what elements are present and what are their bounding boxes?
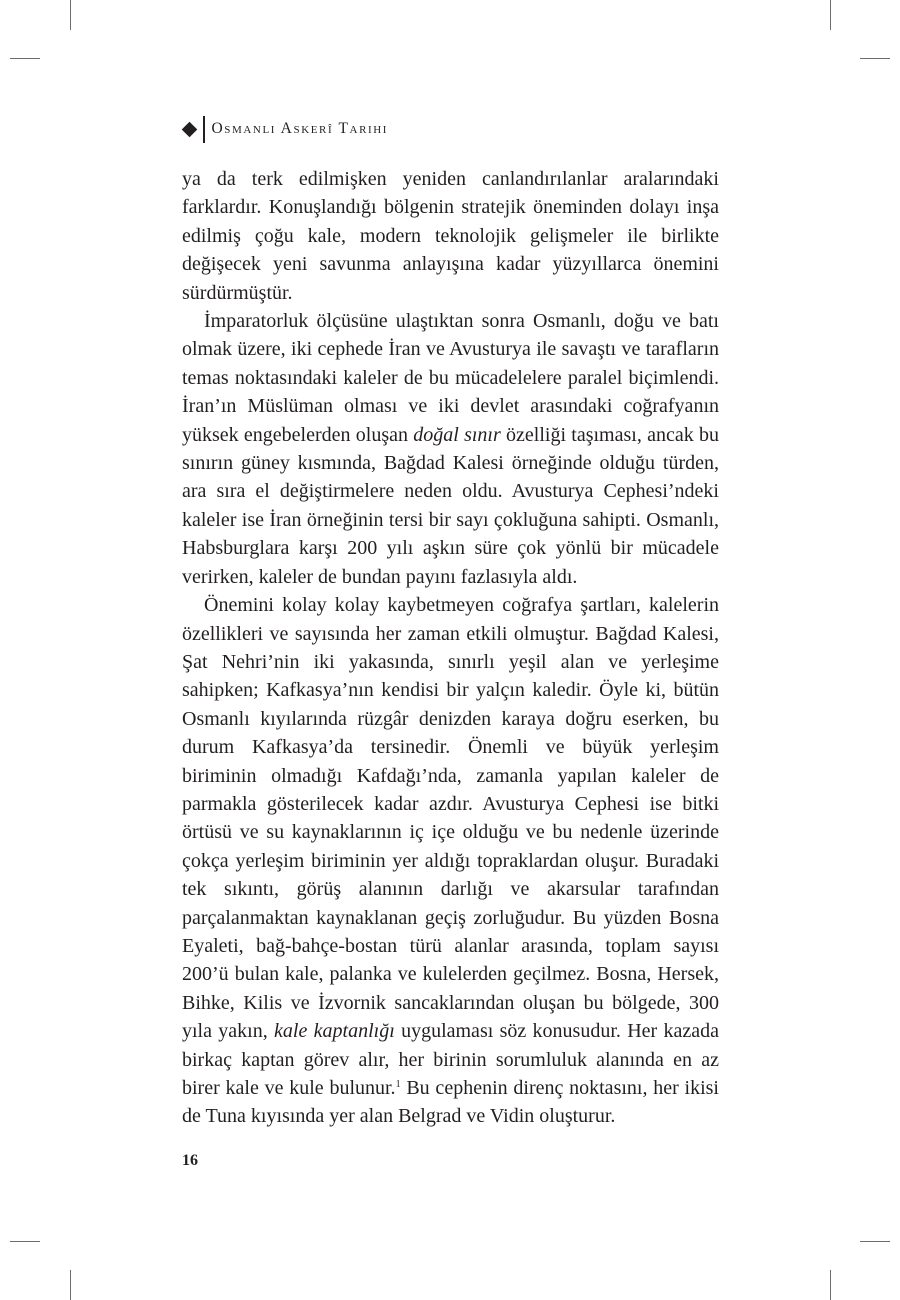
diamond-icon xyxy=(182,121,198,137)
italic-term: kale kaptanlığı xyxy=(274,1020,395,1043)
paragraph-text: Önemini kolay kolay kaybetmeyen coğrafya şartları, kalelerin özellikleri ve sayısında her zaman etkili olmuştur. Bağdad Kalesi, Şat Nehri’nin iki yakasında, sınırlı yeşil alan ve yerleşime sahipken; Kafkasya’nın kendisi bir yalçın kaledir. Öyle ki, bütün Osmanlı kıyılarında rüzgâr denizden karaya doğru eserken, bu durum Kafkasya’da tersinedir. Önemli ve büyük yerleşim biriminin olmadığı Kafdağı’nda, zamanla yapılan kaleler de parmakla gösterilecek kadar azdır. Avusturya Cephesi ise bitki örtüsü ve su kaynaklarının iç içe olduğu ve bu nedenle üzerinde çokça yerleşim biriminin yer aldığı topraklardan oluşur. Buradaki tek sıkıntı, görüş alanının darlığı ve akarsular tarafından parçalanmaktan kaynaklanan geçiş zorluğudur. Bu yüzden Bosna Eyaleti, bağ-bahçe-bostan türü alanlar arasında, toplam sayısı 200’ü bulan kale, palanka ve kulelerden geçilmez. Bosna, Hersek, Bihke, Kilis ve İzvornik sancaklarından oluşan bu bölgede, 300 yıla yakın, xyxy=(182,594,719,1043)
footnote-marker[interactable]: 1 xyxy=(395,1079,401,1090)
crop-mark xyxy=(830,0,831,30)
page-number: 16 xyxy=(182,1152,198,1169)
crop-mark xyxy=(10,1241,40,1242)
book-title: Osmanlı Askerî Tarihi xyxy=(211,120,389,137)
running-head xyxy=(182,114,388,144)
paragraph-text: İmparatorluk ölçüsüne ulaştıktan sonra Osmanlı, doğu ve batı olmak üzere, iki cephede İran ve Avusturya ile savaştı ve tarafların temas noktasındaki kaleler de bu mücadelelere paralel biçimlendi. İran’ın Müslüman olması ve iki devlet arasındaki coğrafyanın yüksek engebelerden oluşan xyxy=(182,310,719,446)
body-text xyxy=(182,165,719,1131)
paragraph xyxy=(182,307,719,591)
paragraph xyxy=(182,591,719,1131)
paragraph-text: özelliği taşıması, ancak bu sınırın güney kısmında, Bağdad Kalesi örneğinde olduğu türden, ara sıra el değiştirmelere neden oldu. Avusturya Cephesi’ndeki kaleler ise İran örneğinin tersi bir sayı çokluğuna sahipti. Osmanlı, Habsburglara karşı 200 yılı aşkın süre çok yönlü bir mücadele verirken, kaleler de bundan payını fazlasıyla aldı. xyxy=(182,423,719,588)
italic-term: doğal sınır xyxy=(413,423,501,446)
crop-mark xyxy=(860,58,890,59)
crop-mark xyxy=(860,1241,890,1242)
crop-mark xyxy=(70,0,71,30)
paragraph xyxy=(182,165,719,307)
paragraph-text: uygulaması söz konusudur. Her kazada birkaç kaptan görev alır, her birinin sorumluluk alanında en az birer kale ve kule bulunur. xyxy=(182,1020,719,1099)
crop-mark xyxy=(10,58,40,59)
paragraph-text: ya da terk edilmişken yeniden canlandırılanlar aralarındaki farklardır. Konuşlandığı bölgenin stratejik öneminden dolayı inşa edilmiş çoğu kale, modern teknolojik gelişmeler ile birlikte değişecek yeni savunma anlayışına kadar yüzyıllarca önemini sürdürmüştür. xyxy=(182,168,719,304)
crop-mark xyxy=(70,1270,71,1300)
paragraph-text: Bu cephenin direnç noktasını, her ikisi de Tuna kıyısında yer alan Belgrad ve Vidin oluşturur. xyxy=(182,1077,719,1128)
header-divider xyxy=(203,116,205,143)
crop-mark xyxy=(830,1270,831,1300)
